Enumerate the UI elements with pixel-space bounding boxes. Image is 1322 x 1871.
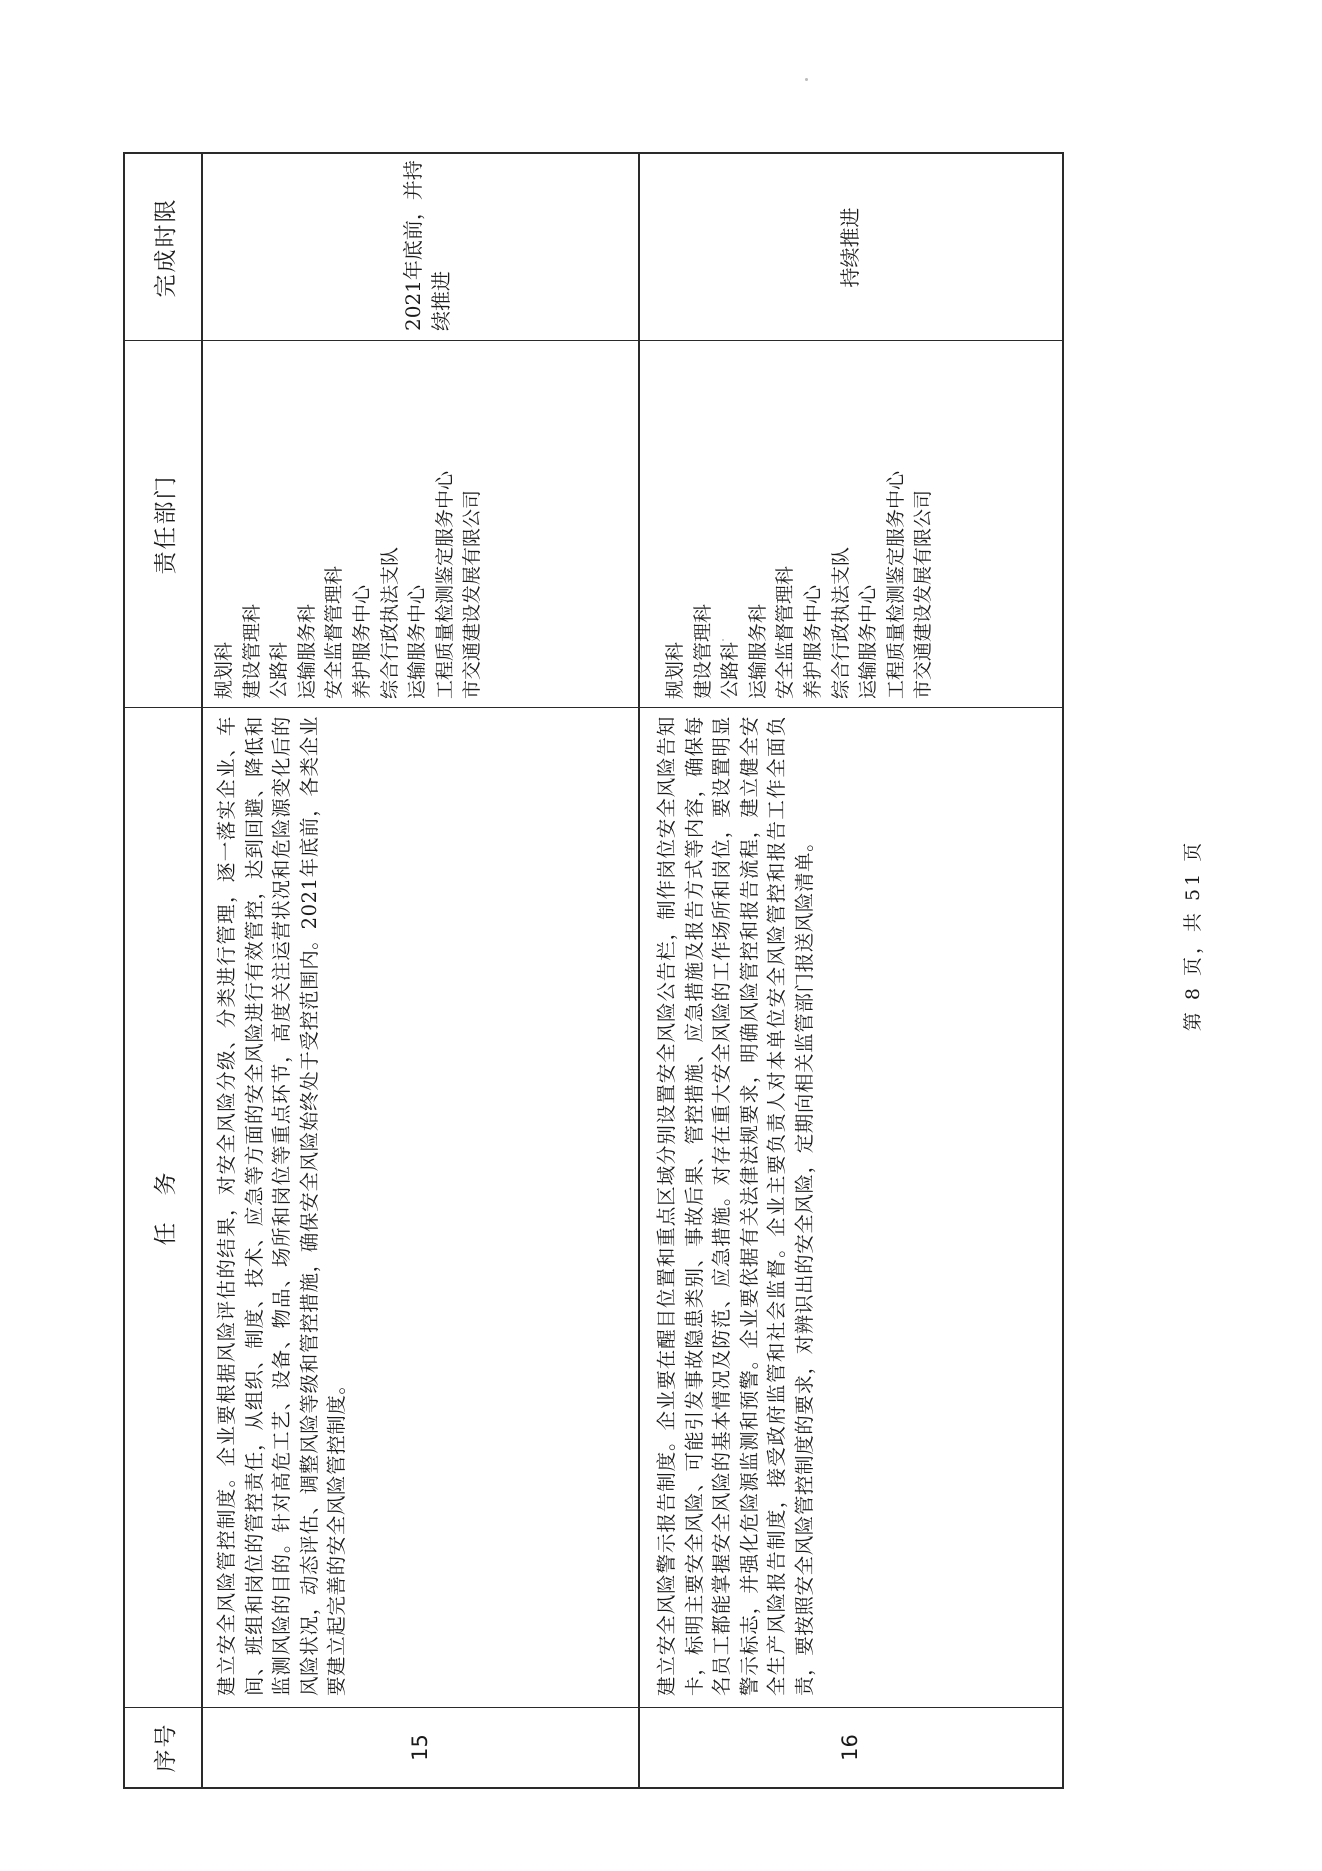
dept-item: 公路科 xyxy=(268,641,291,699)
dept-list xyxy=(662,347,938,699)
dept-item: 规划科 xyxy=(664,641,686,699)
dept-item: 安全监督管理科 xyxy=(323,565,346,699)
deadline-text: 2021年底前，并持续推进 xyxy=(401,160,453,331)
scan-speck xyxy=(805,78,808,81)
dept-item: 综合行政执法支队 xyxy=(378,546,401,699)
deadline-text: 持续推进 xyxy=(838,207,862,288)
header-divider xyxy=(201,154,203,1787)
dept-item: 市交通建设发展有限公司 xyxy=(912,489,935,699)
dept-item: 运输服务中心 xyxy=(406,584,429,699)
header-deadline: 完成时限 xyxy=(152,197,179,298)
dept-list xyxy=(211,347,487,699)
task-text: 建立安全风险管控制度。企业要根据风险评估的结果，对安全风险分级、分类进行管理，逐一落实企业、车间、班组和岗位的管控责任，从组织、制度、技术、应急等方面的安全风险进行有效管控，达到回避、降低和监测风险的目的。针对高危工艺、设备、物品、场所和岗位等重点环节，高度关注运营状况和危险源变化后的风险状况，动态评估、调整风险等级和管控措施，确保安全风险始终处于受控范围内。2021年底前，各类企业要建立起完善的安全风险管控制度。 xyxy=(215,716,349,1696)
dept-item: 建设管理科 xyxy=(691,603,714,699)
row-number: 16 xyxy=(838,1734,862,1761)
dept-item: 工程质量检测鉴定服务中心 xyxy=(433,470,456,699)
dept-item: 综合行政执法支队 xyxy=(829,546,852,699)
dept-item: 建设管理科 xyxy=(240,603,263,699)
dept-item: 养护服务中心 xyxy=(801,584,824,699)
header-dept: 责任部门 xyxy=(152,474,179,575)
header-no: 序号 xyxy=(152,1722,179,1773)
dept-item: 规划科 xyxy=(213,641,235,699)
task-text: 建立安全风险警示报告制度。企业要在醒目位置和重点区域分别设置安全风险公告栏，制作岗位安全风险告知卡，标明主要安全风险、可能引发事故隐患类别、事故后果、管控措施、应急措施及报告方式等内容，确保每名员工都能掌握安全风险的基本情况及防范、应急措施。对存在重大安全风险的工作场所和岗位，要设置明显警示标志，并强化危险源监测和预警。企业要依据有关法律法规要求，明确风险管控和报告流程，建立健全安全生产风险报告制度，接受政府监管和社会监督。企业主要负责人对本单位安全风险管控和报告工作全面负责，要按照安全风险管控制度的要求，对辨识出的安全风险，定期向相关监管部门报送风险清单。 xyxy=(655,716,816,1696)
scan-speck xyxy=(722,639,724,641)
dept-item: 运输服务科 xyxy=(746,603,769,699)
dept-item: 工程质量检测鉴定服务中心 xyxy=(884,470,907,699)
column-divider xyxy=(125,707,1062,708)
dept-item: 运输服务科 xyxy=(295,603,318,699)
task-table xyxy=(123,152,1064,1789)
dept-item: 养护服务中心 xyxy=(350,584,373,699)
dept-item: 市交通建设发展有限公司 xyxy=(461,489,484,699)
dept-item: 公路科 xyxy=(719,641,742,699)
dept-item: 安全监督管理科 xyxy=(774,565,797,699)
dept-item: 运输服务中心 xyxy=(857,584,880,699)
header-task: 任 务 xyxy=(152,1170,179,1246)
row-divider xyxy=(638,154,640,1787)
row-number: 15 xyxy=(407,1734,432,1761)
page-number: 第 8 页，共 51 页 xyxy=(1182,839,1204,1032)
